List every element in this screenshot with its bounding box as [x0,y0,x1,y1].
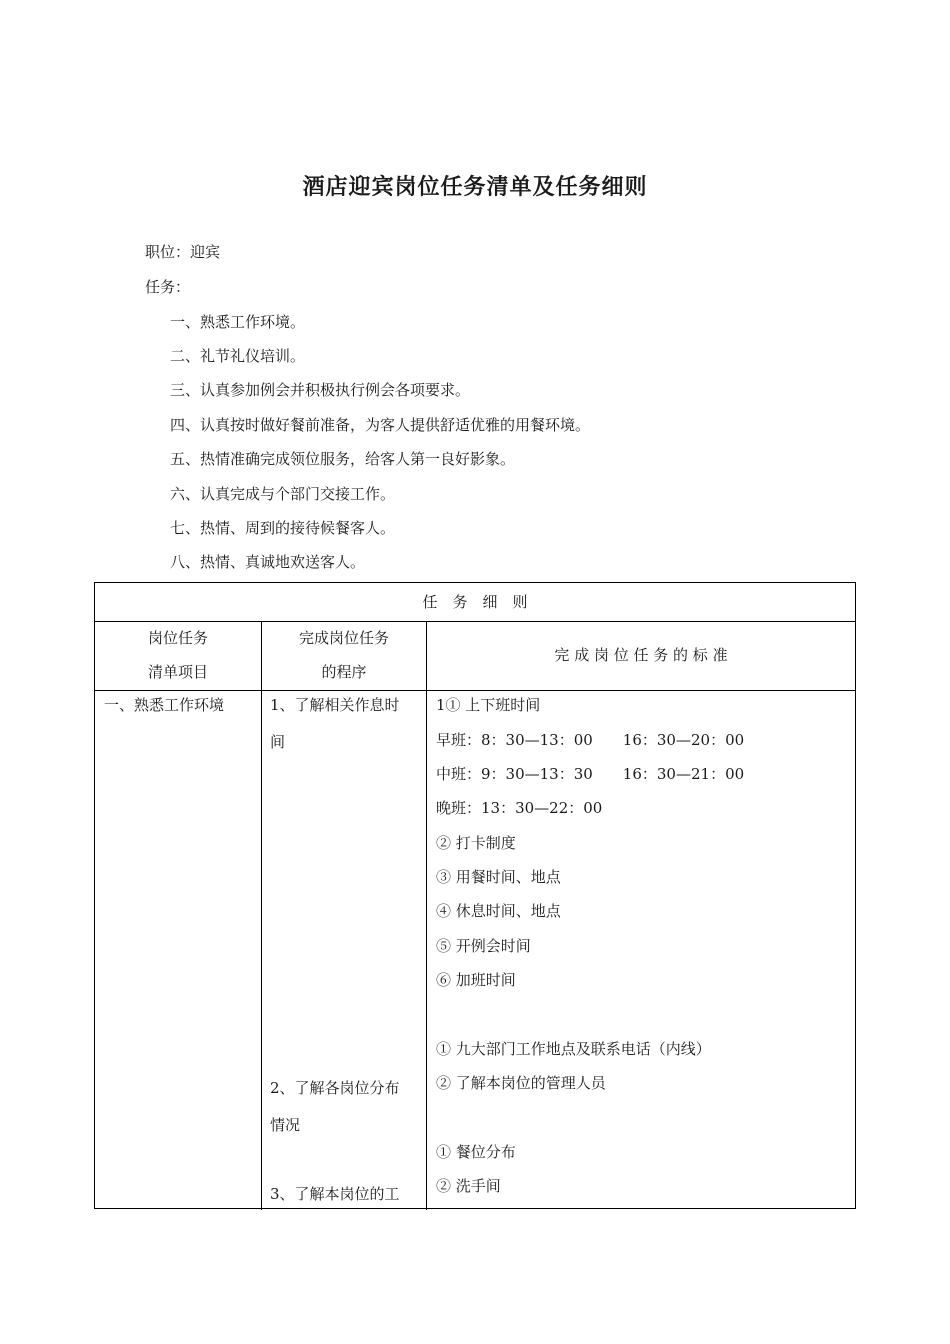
standard-line: ③ 用餐时间、地点 [436,868,561,886]
tasks-label: 任务： [145,278,191,296]
table-rule [261,621,262,1210]
header-col1-line1: 岗位任务 [147,629,208,647]
task-item: 四、认真按时做好餐前准备，为客人提供舒适优雅的用餐环境。 [170,416,591,434]
standard-line: 中班：9：30—13：30 16：30—21：00 [436,765,745,783]
standard-line: 晚班：13：30—22：00 [436,799,603,817]
header-col2-line2: 的程序 [321,663,367,681]
step-line: 2、了解各岗位分布 [270,1079,400,1097]
task-item: 六、认真完成与个部门交接工作。 [170,485,396,503]
standard-line: ② 洗手间 [436,1177,501,1195]
task-item: 五、热情准确完成领位服务，给客人第一良好影象。 [170,450,516,468]
step-line: 1、了解相关作息时 [270,696,400,714]
header-col1-line2: 清单项目 [147,663,208,681]
page-title: 酒店迎宾岗位任务清单及任务细则 [302,175,648,200]
task-details-table [94,582,856,1209]
standard-line: ② 打卡制度 [436,834,516,852]
standard-line: ① 九大部门工作地点及联系电话（内线） [436,1040,711,1058]
task-item: 一、熟悉工作环境。 [170,313,306,331]
standard-line: ② 了解本岗位的管理人员 [436,1074,606,1092]
table-rule [426,621,427,1210]
standard-line: ④ 休息时间、地点 [436,902,561,920]
task-item: 二、礼节礼仪培训。 [170,347,306,365]
standard-line: ⑥ 加班时间 [436,971,516,989]
standard-line: ⑤ 开例会时间 [436,937,531,955]
header-col2-line1: 完成岗位任务 [298,629,389,647]
row-item: 一、熟悉工作环境 [104,696,225,714]
position-line: 职位：迎宾 [145,243,221,261]
step-line: 3、了解本岗位的工 [270,1185,400,1203]
task-item: 八、热情、真诚地欢送客人。 [170,553,366,571]
table-caption: 任 务 细 则 [422,593,528,611]
standard-line: ① 餐位分布 [436,1143,516,1161]
task-item: 三、认真参加例会并积极执行例会各项要求。 [170,381,471,399]
step-line: 情况 [270,1116,301,1134]
header-col3: 完 成 岗 位 任 务 的 标 准 [554,646,728,664]
step-line: 间 [270,733,286,751]
standard-line: 早班：8：30—13：00 16：30—20：00 [436,731,745,749]
standard-line: 1① 上下班时间 [436,696,541,714]
task-item: 七、热情、周到的接待候餐客人。 [170,519,396,537]
